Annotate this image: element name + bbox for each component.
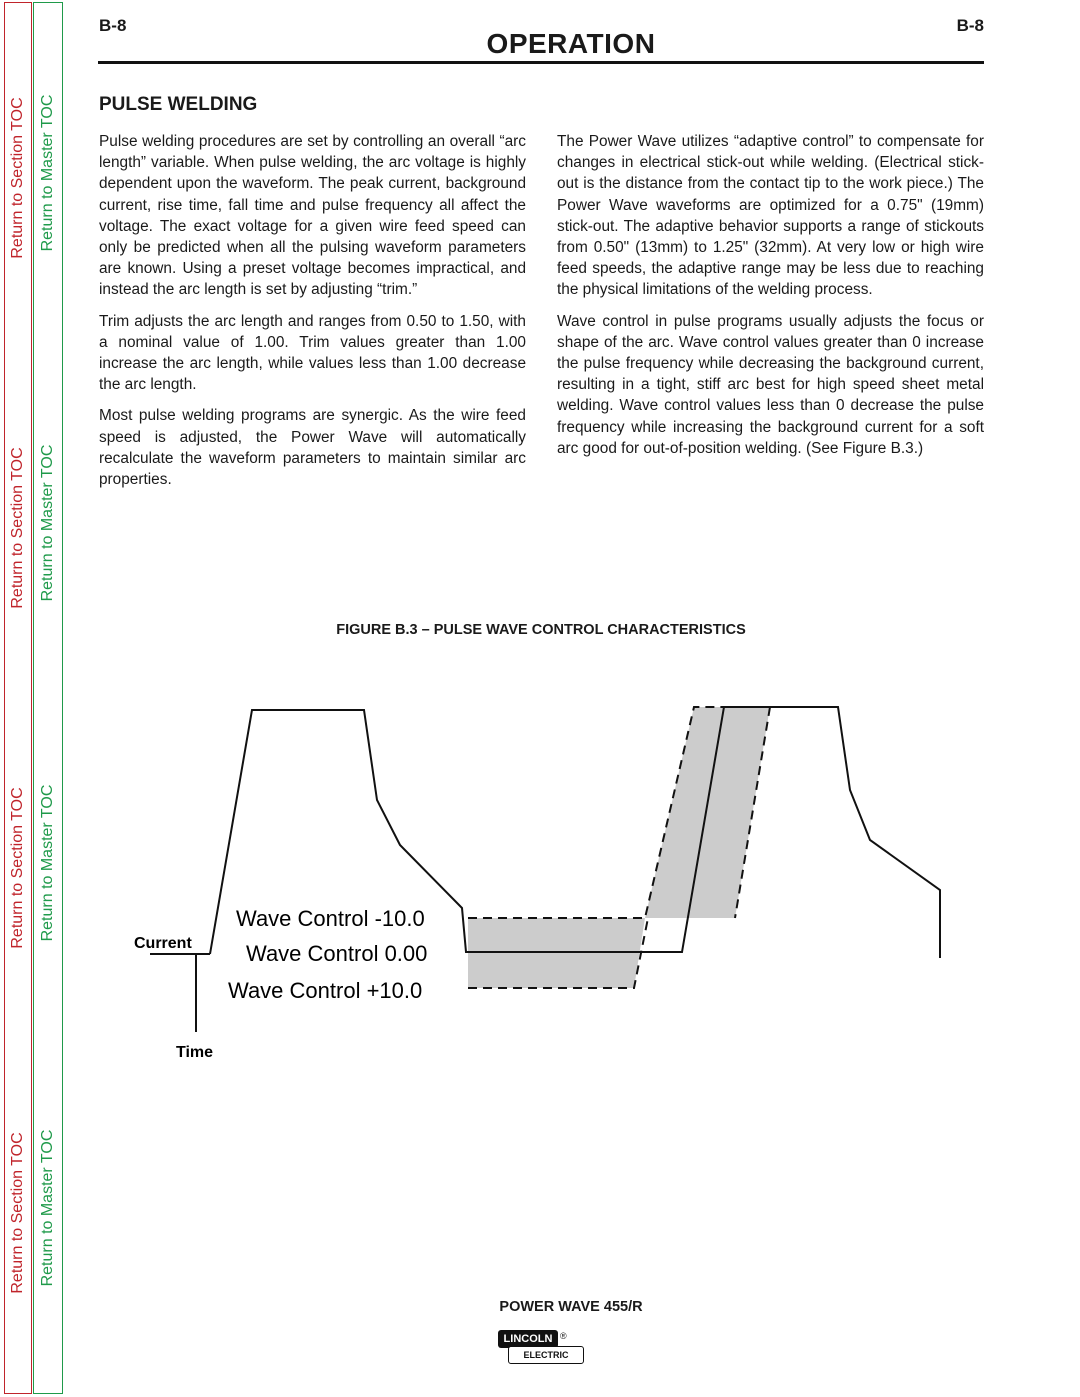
shade-band-rise	[645, 707, 770, 918]
logo-registered-mark: ®	[560, 1331, 567, 1341]
time-axis-label: Time	[176, 1044, 214, 1061]
return-to-section-toc-link[interactable]: Return to Section TOC	[9, 1132, 26, 1294]
paragraph: Trim adjusts the arc length and ranges from 0.50 to 1.50, with a nominal value of 1.00. Trim values greater than 1.00 increase the arc length, while values less than 1.00 decrease the arc length.	[99, 312, 526, 394]
return-to-master-toc-link[interactable]: Return to Master TOC	[39, 1129, 56, 1287]
logo-top: LINCOLN	[498, 1330, 558, 1348]
return-to-master-toc-link[interactable]: Return to Master TOC	[39, 444, 56, 602]
paragraph: The Power Wave utilizes “adaptive control” to compensate for changes in electrical stick-out while welding. (Electrical stick-out is the distance from the contact tip to the work piece.) The Power Wave waveforms are optimized for a 0.75" (19mm) stick-out. The adaptive behavior supports a range of stickouts from 0.50" (13mm) to 1.25" (32mm). At very low or high wire feed speeds, the adaptive range may be less due to reaching the physical limitations of the welding process.	[557, 133, 984, 299]
page-number-right: B-8	[956, 16, 984, 35]
paragraph: Wave control in pulse programs usually adjusts the focus or shape of the arc. Wave control values greater than 0 increase the pulse frequency while decreasing the background current, resulting in a tight, stiff arc best for high speed sheet metal welding. Wave control values less than 0 decrease the pulse frequency while increasing the background current for a soft arc good for out-of-position welding. (See Figure B.3.)	[557, 312, 984, 457]
current-axis-label: Current	[134, 935, 192, 952]
return-to-section-toc-link[interactable]: Return to Section TOC	[9, 97, 26, 259]
logo-bottom: ELECTRIC	[508, 1346, 584, 1364]
return-to-section-toc-link[interactable]: Return to Section TOC	[9, 447, 26, 609]
figure-caption: FIGURE B.3 – PULSE WAVE CONTROL CHARACTERISTICS	[336, 622, 746, 638]
wave-control-zero-label: Wave Control 0.00	[246, 941, 428, 966]
wave-control-minus10-label: Wave Control -10.0	[236, 906, 425, 931]
section-heading: PULSE WELDING	[99, 94, 258, 115]
page-number-left: B-8	[99, 16, 127, 35]
return-to-master-toc-link[interactable]: Return to Master TOC	[39, 784, 56, 942]
page-title: OPERATION	[486, 28, 656, 59]
paragraph: Most pulse welding programs are synergic. As the wire feed speed is adjusted, the Power Wave will automatically recalculate the waveform parameters to maintain similar arc properties.	[99, 407, 526, 489]
return-to-master-toc-link[interactable]: Return to Master TOC	[39, 94, 56, 252]
wave-control-plus10-label: Wave Control +10.0	[228, 978, 423, 1003]
paragraph: Pulse welding procedures are set by controlling an overall “arc length” variable. When pulse welding, the arc voltage is highly dependent upon the waveform. The peak current, background current, rise time, fall time and pulse frequency all affect the voltage. The exact voltage for a given wire feed speed can only be predicted when all the pulsing waveform parameters are known. Using a preset voltage becomes impractical, and instead the arc length is set by adjusting “trim.”	[99, 133, 526, 299]
lincoln-electric-logo	[498, 1330, 586, 1364]
footer-title: POWER WAVE 455/R	[499, 1299, 643, 1315]
return-to-section-toc-link[interactable]: Return to Section TOC	[9, 787, 26, 949]
